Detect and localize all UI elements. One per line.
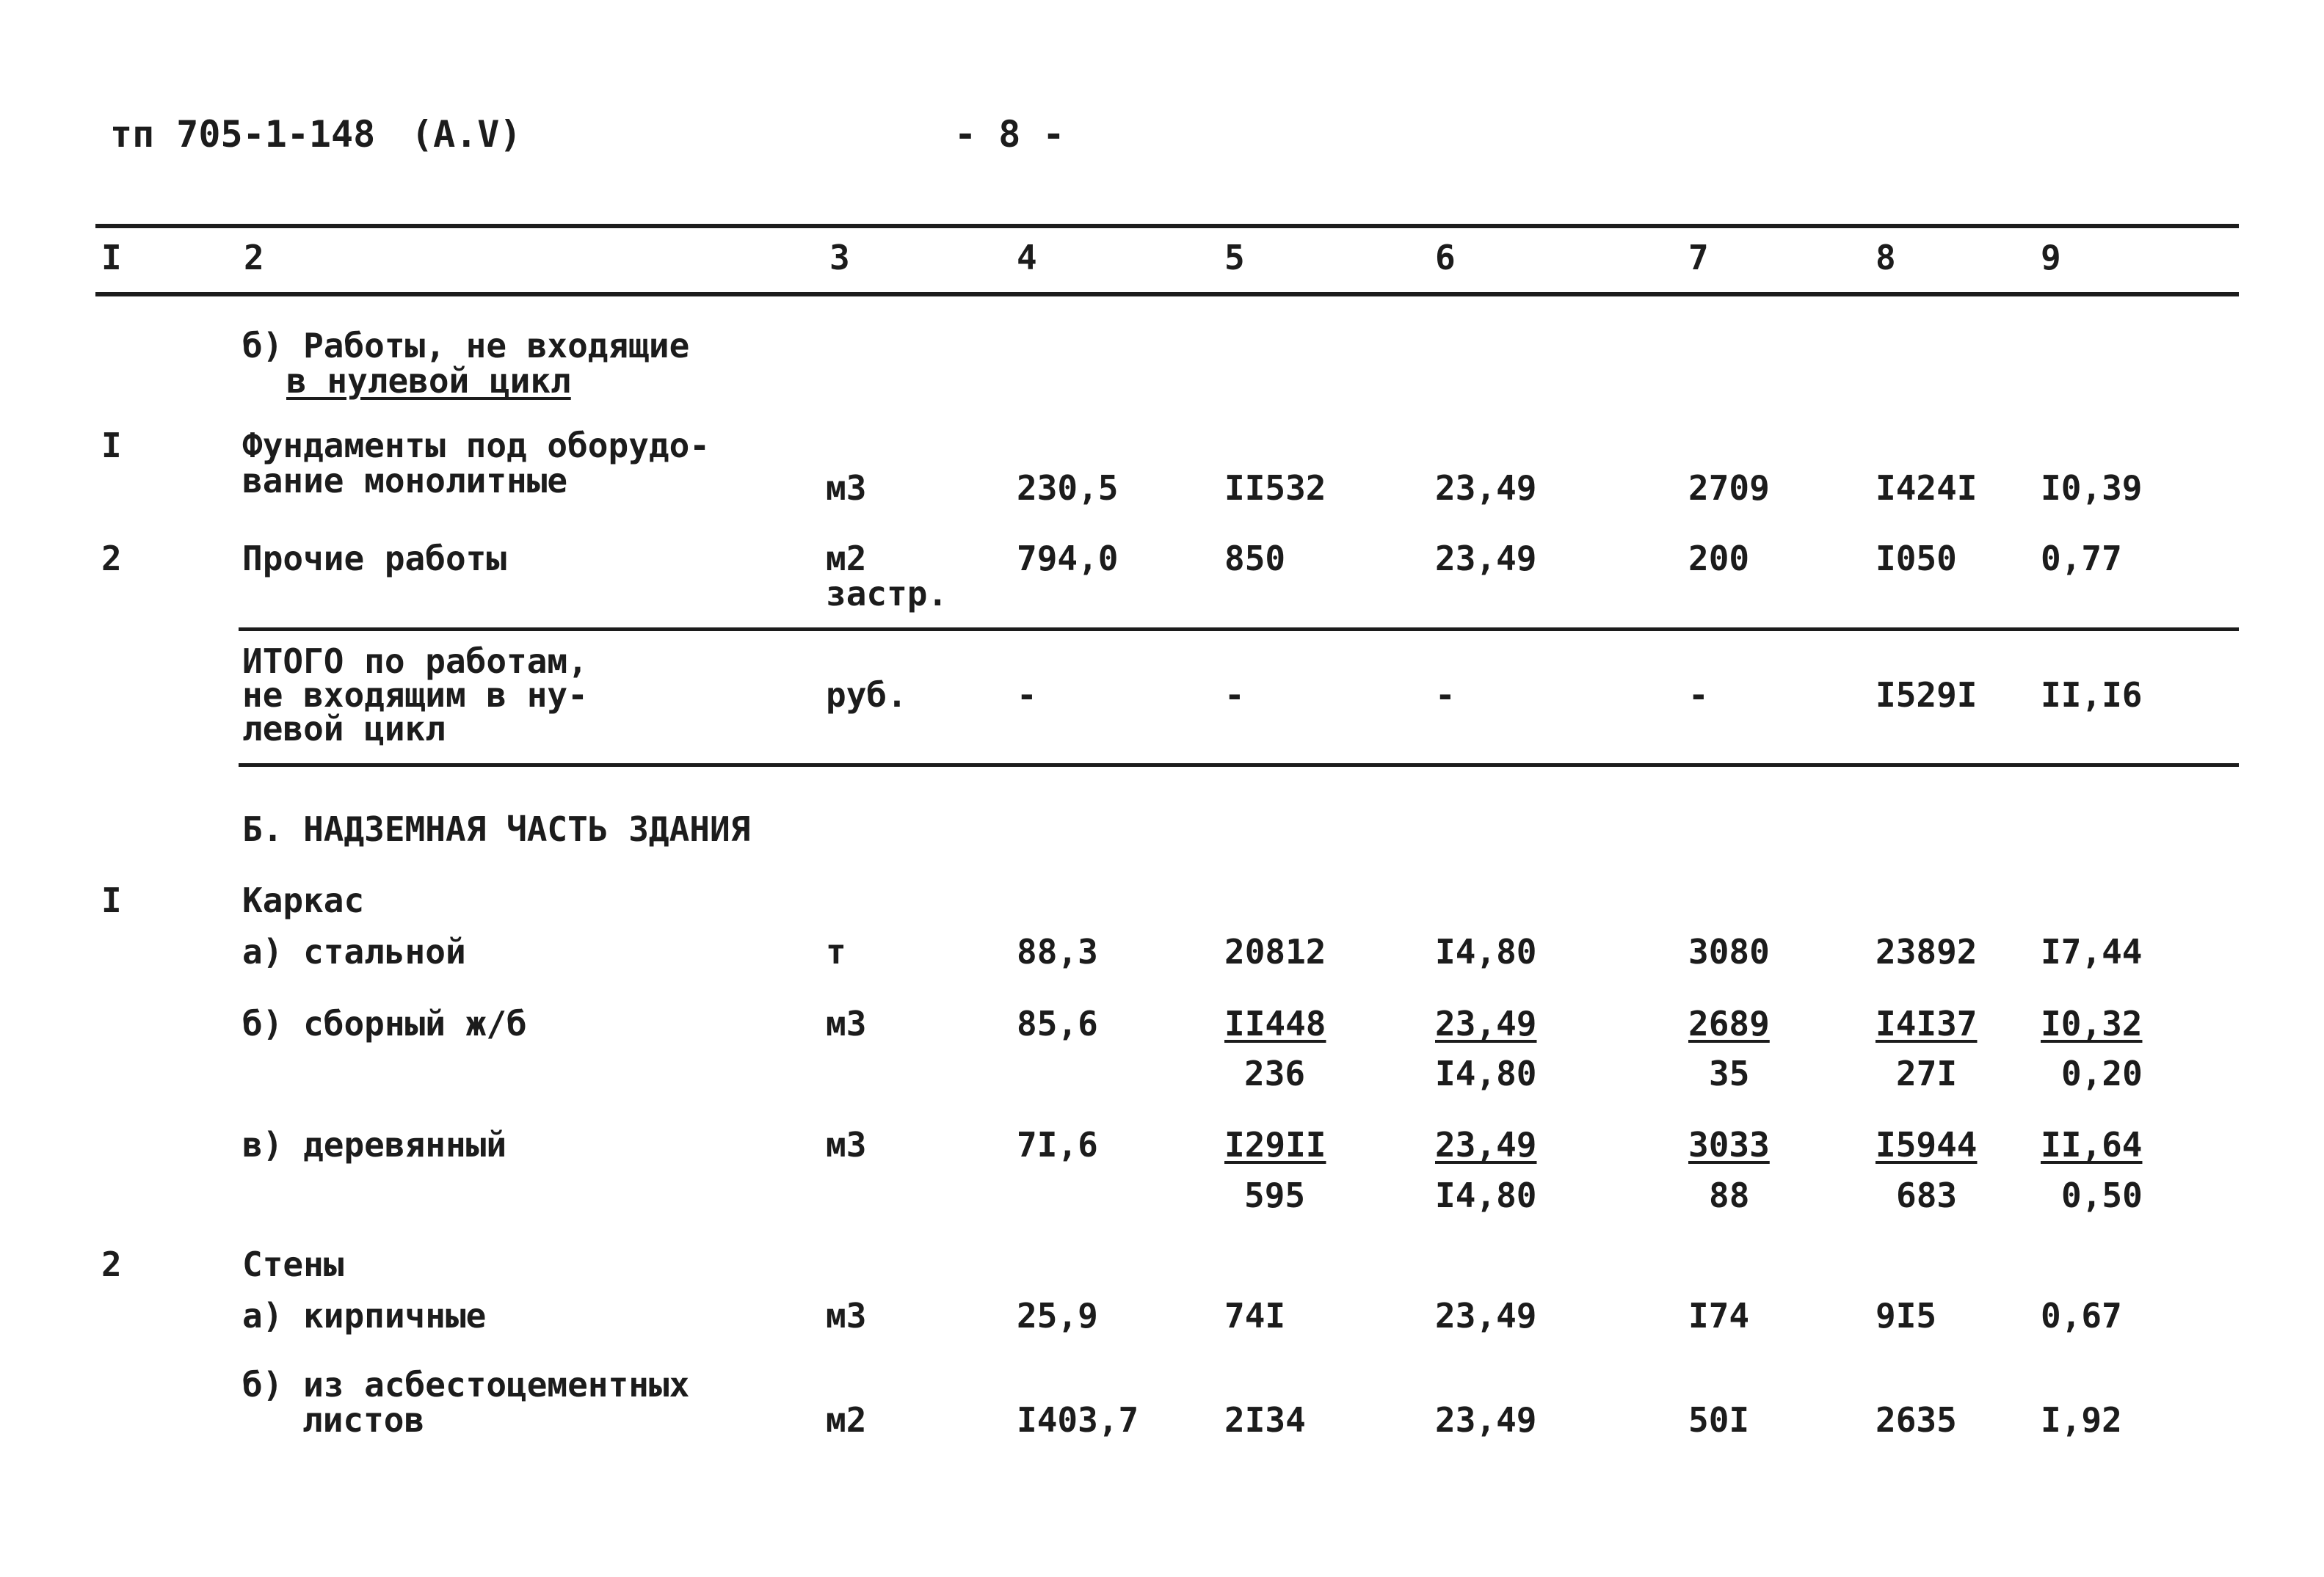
row-name: б) сборный ж/б (242, 1004, 527, 1044)
cell-col9-lower: 0,20 (2061, 1054, 2143, 1093)
cell-col8: I050 (1875, 539, 1957, 578)
cell-col6-lower: I4,80 (1435, 1176, 1537, 1215)
cell-col7-upper: 2689 (1688, 1004, 1770, 1044)
cell-col8: 2635 (1875, 1400, 1957, 1440)
cell-col9: I,92 (2041, 1400, 2122, 1440)
column-header: 9 (2041, 238, 2061, 277)
column-header: 4 (1017, 238, 1037, 277)
unit-cell: м2 (826, 539, 867, 578)
unit-cell: м3 (826, 1125, 867, 1165)
row-number: I (101, 881, 122, 920)
series-code: (A.V) (411, 113, 522, 156)
cell-col7: - (1688, 675, 1709, 715)
row-number: I (101, 426, 122, 465)
column-header: 6 (1435, 238, 1456, 277)
cell-col7: 200 (1688, 539, 1750, 578)
cell-col9: 0,67 (2041, 1296, 2122, 1336)
row-name: б) из асбестоцементных (242, 1365, 690, 1405)
total-label: ИТОГО по работам, (242, 641, 588, 681)
cell-col5-lower: 236 (1244, 1054, 1306, 1093)
total-label: не входящим в ну- (242, 675, 588, 715)
unit-cell: м3 (826, 1004, 867, 1044)
cell-col6: I4,80 (1435, 932, 1537, 972)
cell-col6-upper: 23,49 (1435, 1125, 1537, 1165)
cell-col9: 0,77 (2041, 539, 2122, 578)
cell-col7: I74 (1688, 1296, 1750, 1336)
cell-col8: 9I5 (1875, 1296, 1937, 1336)
cell-col9-upper: II,64 (2041, 1125, 2143, 1165)
cell-col6: 23,49 (1435, 468, 1537, 508)
group-title: Стены (242, 1245, 344, 1284)
header-bottom-rule (95, 292, 2239, 296)
row-name: Прочие работы (242, 539, 507, 578)
row-name: в) деревянный (242, 1125, 507, 1165)
table-top-rule (95, 224, 2239, 228)
total-label: левой цикл (242, 709, 446, 749)
column-header: 2 (244, 238, 264, 277)
section-title: Б. НАДЗЕМНАЯ ЧАСТЬ ЗДАНИЯ (242, 809, 751, 849)
cell-col6-upper: 23,49 (1435, 1004, 1537, 1044)
cell-quantity: 230,5 (1017, 468, 1119, 508)
cell-col9: II,I6 (2041, 675, 2143, 715)
cell-col7-upper: 3033 (1688, 1125, 1770, 1165)
cell-col7-lower: 88 (1709, 1176, 1750, 1215)
cell-col8-lower: 27I (1896, 1054, 1958, 1093)
cell-col8-lower: 683 (1896, 1176, 1958, 1215)
subtotal-bottom-rule (239, 763, 2239, 767)
unit-cell: м3 (826, 468, 867, 508)
cell-col5-lower: 595 (1244, 1176, 1306, 1215)
cell-quantity: 25,9 (1017, 1296, 1098, 1336)
cell-quantity: 88,3 (1017, 932, 1098, 972)
cell-col7: 2709 (1688, 468, 1770, 508)
row-number: 2 (101, 539, 122, 578)
cell-quantity: I403,7 (1017, 1400, 1139, 1440)
row-name: Фундаменты под оборудо- (242, 426, 710, 465)
cell-col6: - (1435, 675, 1456, 715)
document-code: тп 705-1-148 (110, 113, 376, 156)
cell-col7: 50I (1688, 1400, 1750, 1440)
cell-quantity: 794,0 (1017, 539, 1119, 578)
cell-col9: I7,44 (2041, 932, 2143, 972)
column-header: 3 (829, 238, 850, 277)
cell-col8: I424I (1875, 468, 1978, 508)
cell-col6: 23,49 (1435, 1400, 1537, 1440)
row-name: вание монолитные (242, 461, 568, 500)
subsection-title: б) Работы, не входящие (242, 326, 690, 365)
unit-cell: м2 (826, 1400, 867, 1440)
cell-col6: 23,49 (1435, 1296, 1537, 1336)
cell-col9: I0,39 (2041, 468, 2143, 508)
cell-col6-lower: I4,80 (1435, 1054, 1537, 1093)
column-header: 5 (1224, 238, 1245, 277)
row-number: 2 (101, 1245, 122, 1284)
page-number: - 8 - (954, 113, 1065, 156)
cell-col8: 23892 (1875, 932, 1978, 972)
cell-col6: 23,49 (1435, 539, 1537, 578)
cell-col5-upper: I29II (1224, 1125, 1326, 1165)
cell-col8: I529I (1875, 675, 1978, 715)
cell-col7: 3080 (1688, 932, 1770, 972)
cell-col9-upper: I0,32 (2041, 1004, 2143, 1044)
cell-quantity: - (1017, 675, 1037, 715)
cell-col8-upper: I4I37 (1875, 1004, 1978, 1044)
row-name: листов (302, 1400, 425, 1440)
cell-col5: II532 (1224, 468, 1326, 508)
column-header: 8 (1875, 238, 1896, 277)
cell-col5: 74I (1224, 1296, 1286, 1336)
cell-col8-upper: I5944 (1875, 1125, 1978, 1165)
unit-cell: застр. (826, 574, 948, 613)
unit-cell: руб. (826, 675, 907, 715)
unit-cell: т (826, 932, 846, 972)
column-header: 7 (1688, 238, 1709, 277)
cell-col9-lower: 0,50 (2061, 1176, 2143, 1215)
cell-col7-lower: 35 (1709, 1054, 1750, 1093)
subsection-title-underlined: в нулевой цикл (286, 361, 571, 401)
row-name: а) кирпичные (242, 1296, 487, 1336)
group-title: Каркас (242, 881, 365, 920)
cell-quantity: 85,6 (1017, 1004, 1098, 1044)
unit-cell: м3 (826, 1296, 867, 1336)
cell-quantity: 7I,6 (1017, 1125, 1098, 1165)
column-header: I (101, 238, 122, 277)
subtotal-top-rule (239, 627, 2239, 631)
cell-col5: 20812 (1224, 932, 1326, 972)
cell-col5-upper: II448 (1224, 1004, 1326, 1044)
cell-col5: - (1224, 675, 1245, 715)
row-name: а) стальной (242, 932, 466, 972)
cell-col5: 850 (1224, 539, 1286, 578)
cell-col5: 2I34 (1224, 1400, 1306, 1440)
